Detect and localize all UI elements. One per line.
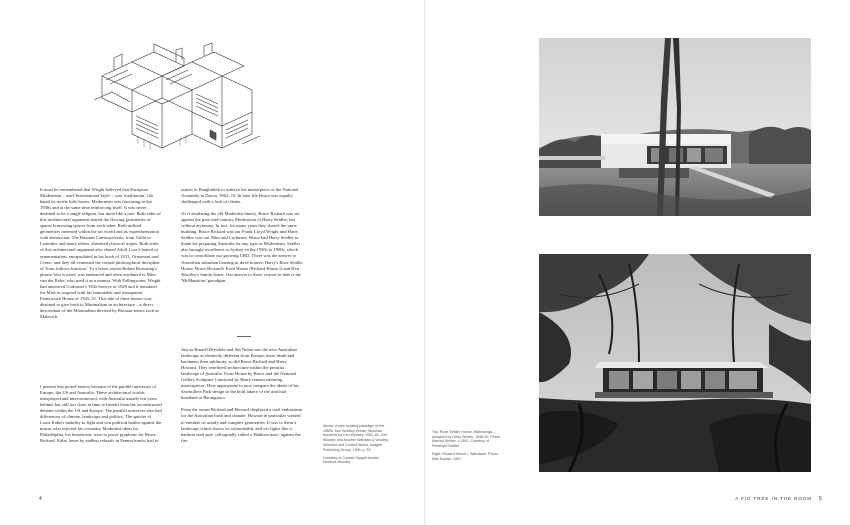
caption-left: Above: A new housing paradigm of the 1960s, Ken Woolley House, Mosman, isometric by Ken Woolley, 1961–62. Ken Woolley and Another Wardlaw & Woolley, Selected and Current Works, Images Publishing Group, 1999, p. 53. Courtesy of Conrad Gargett Ancher Mortlock Woolley bbox=[323, 424, 389, 465]
body-text-column-1 bbox=[40, 187, 162, 326]
paragraph: From the outset Rickard and Howard displayed a total enthusiasm for the Australian bush and climate. Howard in particular wanted to emulate its untidy and complex geometries. It was to them a landscape which shows its vulnerability and yet fights like a banksia seed pod, colloquially called a 'Banksia man', against the fire bbox=[181, 407, 303, 443]
book-title: Ornament and Crime bbox=[40, 253, 159, 265]
paragraph: I present this potted history because of the parallel universes of Europe, the US and Australia. These architectural worlds interplayed and interconnected, with Australia usually ten years behind, but still too close in time to benefit from the reconstructed debates within the US and Europe. The parallel universes also had differences of climate, landscape and politics. The spectre of Louis Kahn's inability to fight and win political battles against the mayor who rejected his visionary Modernist ideas for Philadelphia, his hometown, were to prove prophetic for Bruce Rickard. Kahn, beset by endless refusals in Pennsylvania, had to bbox=[40, 384, 162, 444]
section-divider bbox=[237, 336, 251, 337]
caption-right: Top: Rose Seidler House, Wahroonga, designed by Harry Seidler, 1948-50. Photo: Marcell Seidler, c.1951. Courtesy of Penelope Seidler Right: Rickard House I, Warrawee. Photo: Max Dupain, 1961 bbox=[432, 430, 501, 462]
paragraph: retreat to Bangladesh to achieve his masterpiece of the National Assembly in Dacca, 1962–74. In later life Bruce was equally challenged with a lack of clients. bbox=[181, 187, 299, 205]
body-text-column-2-continued bbox=[181, 347, 303, 450]
paragraph: Just as Russell Drysdale and Sid Nolan saw the new Australian landscape as distinctly different from Europe, more death and harshness than sublimity, so did Bruce Rickard and Harry Howard. They redefined architecture within the peculiar landscape of Australia. Evatt House by Bruce and the National Gallery Sculpture Courtyard by Harry remain enduring masterpieces. How appropriate to now compare the ideals of his Sawmillers Park design to the bold fakery of the artificial headland at Barangaroo. bbox=[181, 347, 299, 401]
page-gutter bbox=[424, 0, 426, 525]
paragraph: As if emulating the old Modernist binary, Bruce Rickard was set against the pure mid-century Modernism of Harry Seidler, but without acrimony. In fact, for many years they shared the same building. Bruce Rickard was our Frank Lloyd Wright and Harry Seidler was our Mies and Corbusier. Bruce had Harry Seidler to thank for preparing Australia for any type of Modernism. Seidler also brought excellence to Sydney in the 1950s to 1980s, which was to consolidate our growing CBD. There was the answer to Australian suburban housing in three houses: Harry's Rose Seidler House, Bruce Rickard's Evatt House (Rickard House I) and Ken Woolley's family home. Our answer to these visions to date is the 'McMansions' paradigm. bbox=[181, 211, 303, 283]
page-number-left: 4 bbox=[39, 496, 42, 502]
page-number-right: 5 bbox=[819, 496, 822, 502]
running-head: A FIG TREE IN THE ROOM bbox=[735, 496, 812, 501]
isometric-house-sketch bbox=[92, 40, 262, 166]
body-text-column-2 bbox=[181, 187, 303, 290]
paragraph: It must be remembered that Wright believed that European Modernism – read 'International Style' – was 'totalitarian', life hated its sterile little boxes. Modernism was fracturing in the 1930s and at the same time reinforcing itself. It was never destined to be a single religion, but more like a tree. Both sides of this architectural argument shared the flowing geometries of spaces borrowing spaces from each other. Both utilised geometries invented within the art world and its experimentation with abstraction. The Russian Constructivists, from Tatlin to Leonidov and many others, shattered classical tropes. Both sides of this architectural argument also shared Adolf Loos's hatred of ornamentation, encapsulated in his book of 1913, Ornament and Crime, and they all venerated the central philosophical discipline of 'form follows function'. To a lesser extent Robert Browning's phrase 'less is more' was embraced and often attributed to Mies van der Rohe, who used it as a mantra. With Fallingwater, Wright had answered Corbusier's Villa Savoye of 1929 and it remained for Mies to respond with his immutable and transparent Farnsworth House of 1945–51. This tale of three houses was destined to give birth to Minimalism in architecture – a direct descendant of the Minimalism devised by Russian artists such as Malevich. bbox=[40, 187, 161, 319]
photo-rose-seidler-house bbox=[539, 38, 811, 216]
photo-rickard-house bbox=[539, 254, 811, 472]
body-text-column-1-continued bbox=[40, 384, 162, 450]
